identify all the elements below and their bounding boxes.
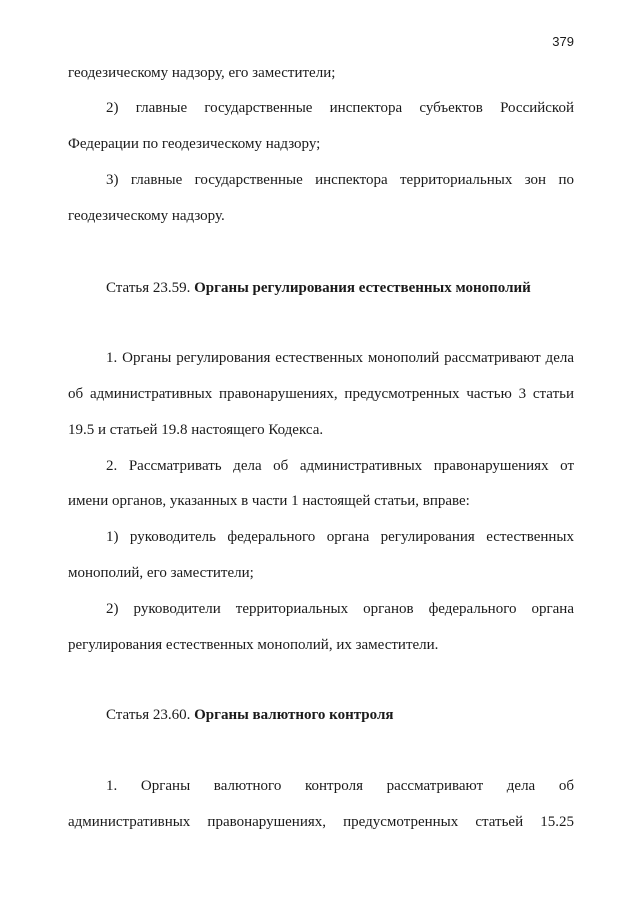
text-line: регулирования естественных монополий, их заместители. [68, 637, 439, 653]
article-number: Статья 23.60. [106, 707, 191, 723]
text-line: 1. Органы регулирования естественных монополий рассматривают дела [106, 350, 574, 366]
article-number: Статья 23.59. [106, 280, 191, 296]
text-line: 2) руководители территориальных органов федерального органа [106, 601, 574, 617]
text-line: Федерации по геодезическому надзору; [68, 136, 321, 152]
article-title: Органы валютного контроля [194, 707, 394, 723]
text-line: 3) главные государственные инспектора территориальных зон по [106, 172, 574, 188]
text-line: 1) руководитель федерального органа регулирования естественных [106, 529, 574, 545]
article-heading-23-60 [106, 705, 574, 725]
text-line: об административных правонарушениях, предусмотренных частью 3 статьи [68, 386, 574, 402]
article-heading-23-59 [106, 278, 574, 298]
text-line: 1. Органы валютного контроля рассматривают дела об [106, 778, 574, 794]
text-line: 2) главные государственные инспектора субъектов Российской [106, 100, 574, 116]
text-line: геодезическому надзору, его заместители; [68, 65, 336, 81]
text-line: имени органов, указанных в части 1 настоящей статьи, вправе: [68, 493, 470, 509]
text-line: 2. Рассматривать дела об административных правонарушениях от [106, 458, 574, 474]
text-line: административных правонарушениях, предусмотренных статьей 15.25 [68, 814, 574, 830]
page-number: 379 [552, 34, 574, 49]
text-line: монополий, его заместители; [68, 565, 254, 581]
text-line: геодезическому надзору. [68, 208, 225, 224]
text-line: 19.5 и статьей 19.8 настоящего Кодекса. [68, 422, 324, 438]
article-title: Органы регулирования естественных монополий [194, 280, 531, 296]
